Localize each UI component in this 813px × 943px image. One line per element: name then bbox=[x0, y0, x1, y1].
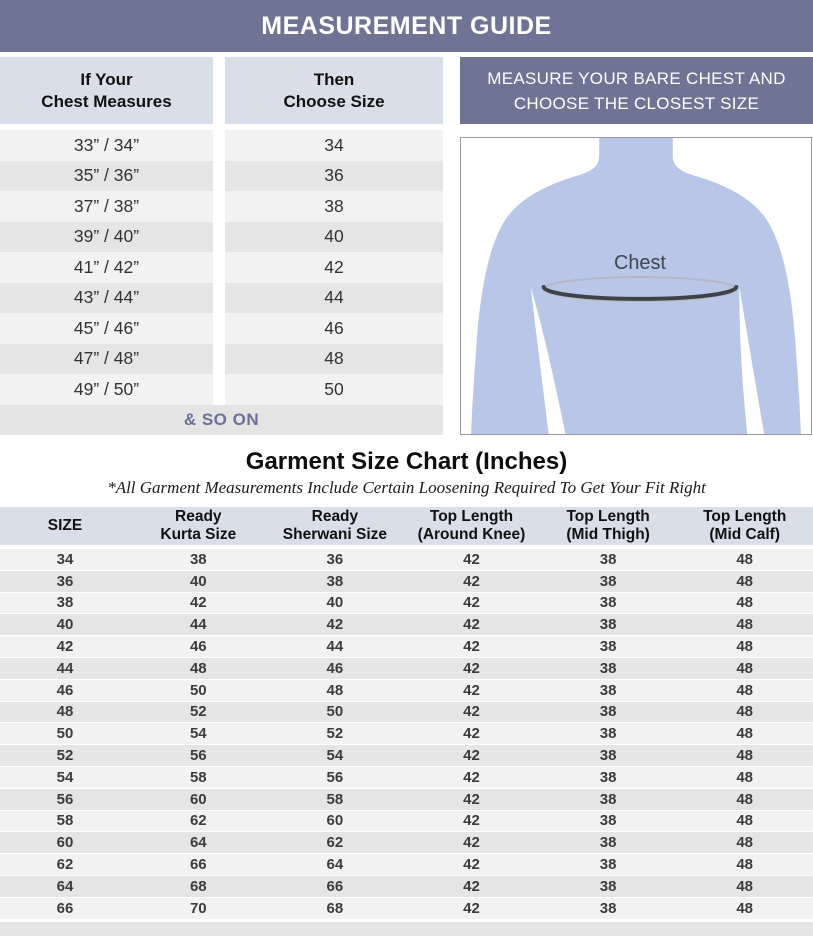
garment-value-cell: 68 bbox=[189, 877, 207, 895]
garment-value-cell: 42 bbox=[463, 594, 480, 612]
garment-value-cell: 52 bbox=[189, 703, 207, 721]
chest-size-cell: 38 bbox=[225, 191, 443, 222]
garment-table-row bbox=[0, 614, 813, 636]
chest-size-cell: 46 bbox=[225, 313, 443, 344]
garment-value-cell: 48 bbox=[736, 638, 754, 656]
choose-size-header-line1: Then bbox=[313, 69, 355, 89]
garment-value-cell: 46 bbox=[189, 638, 207, 656]
garment-value-cell: 44 bbox=[326, 638, 344, 656]
garment-value-cell: 70 bbox=[189, 899, 207, 917]
chest-table-row bbox=[0, 191, 443, 222]
garment-table-row bbox=[0, 832, 813, 854]
garment-column-header-line: Sherwani Size bbox=[282, 526, 387, 543]
garment-table-row bbox=[0, 702, 813, 724]
garment-value-cell: 38 bbox=[599, 550, 617, 568]
garment-value-cell: 42 bbox=[463, 834, 480, 852]
garment-value-cell: 38 bbox=[599, 703, 617, 721]
garment-value-cell: 60 bbox=[326, 812, 344, 830]
chest-table-row bbox=[0, 222, 443, 253]
garment-value-cell: 46 bbox=[326, 659, 344, 677]
garment-value-cell: 38 bbox=[599, 899, 617, 917]
garment-value-cell: 38 bbox=[189, 550, 207, 568]
chest-measure-cell: 39” / 40” bbox=[0, 222, 213, 253]
garment-value-cell: 56 bbox=[189, 747, 207, 765]
garment-value-cell: 38 bbox=[599, 572, 617, 590]
garment-value-cell: 48 bbox=[326, 681, 344, 699]
garment-table-row bbox=[0, 571, 813, 593]
garment-value-cell: 40 bbox=[326, 594, 344, 612]
garment-size-cell: 66 bbox=[56, 899, 74, 917]
garment-value-cell: 62 bbox=[326, 834, 344, 852]
garment-column-header-line: (Around Knee) bbox=[417, 526, 526, 543]
chest-size-cell: 48 bbox=[225, 344, 443, 375]
garment-column-header bbox=[267, 508, 404, 544]
garment-value-cell: 56 bbox=[326, 768, 344, 786]
garment-value-cell: 48 bbox=[736, 747, 754, 765]
chest-size-cell: 44 bbox=[225, 283, 443, 314]
garment-value-cell: 64 bbox=[189, 834, 207, 852]
chest-table-row bbox=[0, 374, 443, 405]
garment-chart-subtitle: *All Garment Measurements Include Certain Loosening Required To Get Your Fit Right bbox=[107, 478, 706, 497]
garment-table-row bbox=[0, 680, 813, 702]
garment-value-cell: 42 bbox=[463, 899, 480, 917]
torso-illustration-svg bbox=[461, 138, 811, 434]
garment-table-row bbox=[0, 549, 813, 571]
chest-table-row bbox=[0, 344, 443, 375]
garment-value-cell: 54 bbox=[189, 725, 207, 743]
garment-value-cell: 42 bbox=[463, 572, 480, 590]
chest-table-row bbox=[0, 283, 443, 314]
chest-table-rows bbox=[0, 130, 443, 405]
garment-column-header-line: Ready bbox=[175, 508, 222, 525]
garment-value-cell: 48 bbox=[736, 812, 754, 830]
garment-column-header bbox=[403, 508, 540, 544]
garment-value-cell: 48 bbox=[189, 659, 207, 677]
garment-value-cell: 62 bbox=[189, 812, 207, 830]
garment-size-cell: 46 bbox=[56, 681, 74, 699]
garment-value-cell: 48 bbox=[736, 899, 754, 917]
top-section bbox=[0, 0, 813, 435]
garment-value-cell: 42 bbox=[463, 790, 480, 808]
garment-column-header-line: Kurta Size bbox=[160, 526, 237, 543]
garment-value-cell: 66 bbox=[326, 877, 344, 895]
garment-value-cell: 52 bbox=[326, 725, 344, 743]
garment-table-row bbox=[0, 636, 813, 658]
chest-table-header bbox=[0, 57, 443, 124]
measurement-guide-banner bbox=[0, 0, 813, 52]
chest-measure-cell: 37” / 38” bbox=[0, 191, 213, 222]
garment-table-row bbox=[0, 789, 813, 811]
chest-measure-cell: 47” / 48” bbox=[0, 344, 213, 375]
garment-value-cell: 42 bbox=[463, 877, 480, 895]
garment-value-cell: 38 bbox=[599, 834, 617, 852]
garment-column-header bbox=[130, 508, 267, 544]
garment-value-cell: 42 bbox=[463, 703, 480, 721]
choose-size-header-cell bbox=[225, 57, 443, 124]
garment-value-cell: 58 bbox=[326, 790, 344, 808]
garment-table-row bbox=[0, 876, 813, 898]
chest-measures-header-line1: If Your bbox=[80, 69, 133, 89]
garment-value-cell: 38 bbox=[599, 594, 617, 612]
garment-value-cell: 38 bbox=[599, 877, 617, 895]
garment-table-row bbox=[0, 723, 813, 745]
garment-size-cell: 38 bbox=[56, 594, 74, 612]
garment-column-header-line: (Mid Thigh) bbox=[566, 526, 650, 543]
chest-size-cell: 50 bbox=[225, 374, 443, 405]
garment-size-cell: 62 bbox=[56, 856, 74, 874]
garment-value-cell: 38 bbox=[599, 659, 617, 677]
garment-value-cell: 38 bbox=[599, 725, 617, 743]
garment-column-header bbox=[0, 517, 130, 535]
garment-value-cell: 48 bbox=[736, 877, 754, 895]
garment-size-cell: 50 bbox=[56, 725, 74, 743]
chest-label: Chest bbox=[614, 252, 666, 275]
garment-table-header bbox=[0, 507, 813, 545]
garment-value-cell: 42 bbox=[463, 550, 480, 568]
chest-size-cell: 34 bbox=[225, 130, 443, 161]
garment-value-cell: 54 bbox=[326, 747, 344, 765]
chest-measures-header-line2: Chest Measures bbox=[41, 91, 172, 111]
garment-size-cell: 64 bbox=[56, 877, 74, 895]
chest-table-row bbox=[0, 161, 443, 192]
garment-value-cell: 42 bbox=[463, 856, 480, 874]
chest-size-table bbox=[0, 57, 443, 435]
garment-size-cell: 60 bbox=[56, 834, 74, 852]
garment-size-chart-section bbox=[0, 435, 813, 936]
garment-value-cell: 48 bbox=[736, 834, 754, 852]
garment-value-cell: 66 bbox=[189, 856, 207, 874]
torso-illustration bbox=[460, 137, 812, 435]
garment-value-cell: 58 bbox=[189, 768, 207, 786]
garment-column-header-line: (Mid Calf) bbox=[709, 526, 780, 543]
garment-column-header bbox=[676, 508, 813, 544]
garment-value-cell: 48 bbox=[736, 681, 754, 699]
garment-column-header-line: Top Length bbox=[566, 508, 650, 525]
garment-value-cell: 50 bbox=[189, 681, 207, 699]
chest-measure-cell: 41” / 42” bbox=[0, 252, 213, 283]
garment-value-cell: 42 bbox=[189, 594, 207, 612]
garment-value-cell: 38 bbox=[599, 616, 617, 634]
garment-value-cell: 40 bbox=[189, 572, 207, 590]
chest-measure-cell: 43” / 44” bbox=[0, 283, 213, 314]
measure-instruction-panel bbox=[460, 57, 813, 124]
instruction-line-2: CHOOSE THE CLOSEST SIZE bbox=[513, 93, 760, 113]
garment-table-row bbox=[0, 745, 813, 767]
garment-value-cell: 42 bbox=[463, 747, 480, 765]
instruction-line-1: MEASURE YOUR BARE CHEST AND bbox=[487, 68, 786, 88]
garment-value-cell: 38 bbox=[599, 812, 617, 830]
garment-value-cell: 44 bbox=[189, 616, 207, 634]
page-title: MEASUREMENT GUIDE bbox=[261, 11, 552, 40]
garment-value-cell: 48 bbox=[736, 594, 754, 612]
chest-table-row bbox=[0, 130, 443, 161]
chest-table-row bbox=[0, 313, 443, 344]
garment-value-cell: 42 bbox=[463, 725, 480, 743]
garment-value-cell: 42 bbox=[326, 616, 344, 634]
garment-value-cell: 38 bbox=[599, 790, 617, 808]
garment-value-cell: 48 bbox=[736, 616, 754, 634]
garment-value-cell: 42 bbox=[463, 768, 480, 786]
garment-value-cell: 48 bbox=[736, 550, 754, 568]
garment-column-header bbox=[540, 508, 677, 544]
garment-value-cell: 42 bbox=[463, 812, 480, 830]
chest-measure-cell: 49” / 50” bbox=[0, 374, 213, 405]
chest-size-cell: 40 bbox=[225, 222, 443, 253]
garment-table-row bbox=[0, 811, 813, 833]
garment-value-cell: 68 bbox=[326, 899, 344, 917]
garment-column-header-line: SIZE bbox=[47, 517, 83, 534]
garment-value-cell: 48 bbox=[736, 725, 754, 743]
garment-value-cell: 48 bbox=[736, 572, 754, 590]
garment-size-cell: 54 bbox=[56, 768, 74, 786]
chest-table-row bbox=[0, 252, 443, 283]
garment-value-cell: 48 bbox=[736, 703, 754, 721]
garment-size-cell: 36 bbox=[56, 572, 74, 590]
garment-value-cell: 38 bbox=[599, 638, 617, 656]
garment-size-cell: 40 bbox=[56, 616, 74, 634]
chest-size-cell: 36 bbox=[225, 161, 443, 192]
chest-size-cell: 42 bbox=[225, 252, 443, 283]
garment-size-cell: 42 bbox=[56, 638, 74, 656]
garment-value-cell: 42 bbox=[463, 616, 480, 634]
chest-measure-cell: 33” / 34” bbox=[0, 130, 213, 161]
garment-size-cell: 48 bbox=[56, 703, 74, 721]
garment-value-cell: 38 bbox=[599, 768, 617, 786]
garment-value-cell: 64 bbox=[326, 856, 344, 874]
garment-column-header-line: Ready bbox=[311, 508, 359, 525]
chest-measures-header-cell bbox=[0, 57, 213, 124]
garment-table-row bbox=[0, 854, 813, 876]
garment-value-cell: 48 bbox=[736, 856, 754, 874]
garment-value-cell: 42 bbox=[463, 638, 480, 656]
garment-value-cell: 50 bbox=[326, 703, 344, 721]
garment-table-row bbox=[0, 593, 813, 615]
garment-value-cell: 48 bbox=[736, 790, 754, 808]
garment-size-cell: 58 bbox=[56, 812, 74, 830]
table-footer-strip bbox=[0, 922, 813, 936]
garment-value-cell: 60 bbox=[189, 790, 207, 808]
garment-table-row bbox=[0, 767, 813, 789]
garment-value-cell: 42 bbox=[463, 681, 480, 699]
garment-size-cell: 44 bbox=[56, 659, 74, 677]
chest-table-footer: & SO ON bbox=[0, 405, 443, 435]
garment-size-cell: 52 bbox=[56, 747, 74, 765]
garment-table-row bbox=[0, 898, 813, 920]
garment-size-cell: 56 bbox=[56, 790, 74, 808]
garment-value-cell: 36 bbox=[326, 550, 344, 568]
garment-value-cell: 38 bbox=[326, 572, 344, 590]
garment-value-cell: 42 bbox=[463, 659, 480, 677]
garment-column-header-line: Top Length bbox=[429, 508, 514, 525]
garment-table-rows bbox=[0, 549, 813, 920]
garment-value-cell: 38 bbox=[599, 856, 617, 874]
garment-value-cell: 38 bbox=[599, 747, 617, 765]
garment-size-cell: 34 bbox=[56, 550, 74, 568]
chest-measure-cell: 35” / 36” bbox=[0, 161, 213, 192]
chest-measure-cell: 45” / 46” bbox=[0, 313, 213, 344]
garment-value-cell: 38 bbox=[599, 681, 617, 699]
garment-column-header-line: Top Length bbox=[703, 508, 787, 525]
garment-value-cell: 48 bbox=[736, 659, 754, 677]
garment-value-cell: 48 bbox=[736, 768, 754, 786]
choose-size-header-line2: Choose Size bbox=[283, 91, 385, 111]
garment-chart-title: Garment Size Chart (Inches) bbox=[245, 448, 568, 475]
garment-table-row bbox=[0, 658, 813, 680]
